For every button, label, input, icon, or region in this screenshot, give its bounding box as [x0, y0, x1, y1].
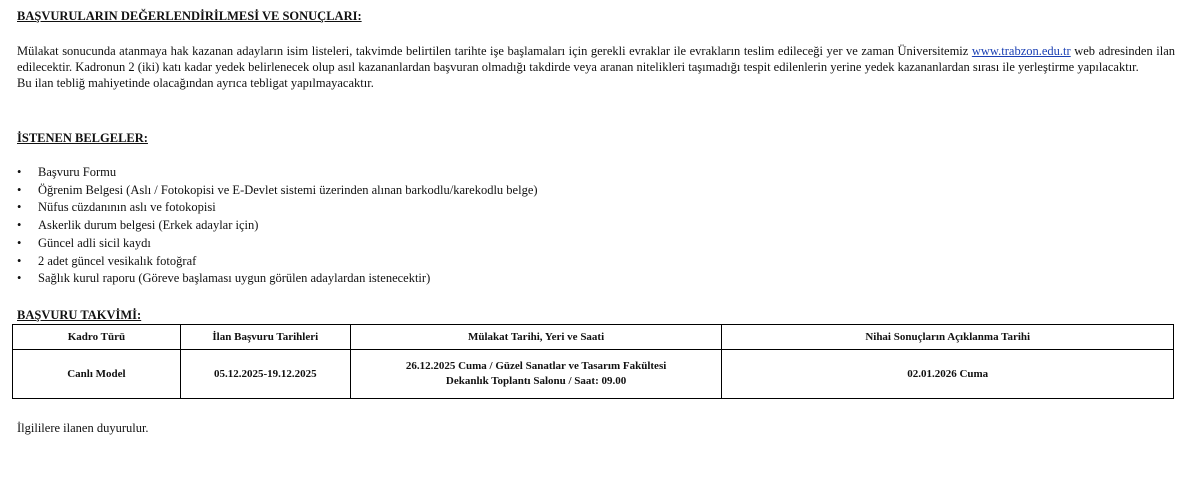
bullet-icon: •	[17, 235, 22, 250]
list-item	[17, 164, 538, 182]
university-website-link[interactable]: www.trabzon.edu.tr	[971, 44, 1071, 58]
list-item	[17, 270, 538, 288]
list-item	[17, 182, 538, 200]
list-item	[17, 253, 538, 271]
application-calendar-table	[12, 324, 1174, 399]
paragraph-text-start: Mülakat sonucunda atanmaya hak kazanan adayların isim listeleri, takvimde belirtilen tarihte işe başlamaları için gerekli evraklar ile evrakların teslim edileceği yer ve zaman Üniversitemiz	[17, 44, 972, 58]
required-documents-heading: İSTENEN BELGELER:	[17, 131, 148, 145]
cell-dates: 05.12.2025-19.12.2025	[180, 350, 350, 399]
bullet-icon: •	[17, 253, 22, 268]
application-calendar-heading: BAŞVURU TAKVİMİ:	[17, 308, 142, 322]
closing-statement: İlgililere ilanen duyurulur.	[17, 421, 149, 435]
list-item	[17, 235, 538, 253]
list-item	[17, 217, 538, 235]
document-label: Nüfus cüzdanının aslı ve fotokopisi	[38, 200, 216, 215]
column-header-interview: Mülakat Tarihi, Yeri ve Saati	[350, 325, 722, 350]
cell-interview	[350, 350, 722, 399]
bullet-icon: •	[17, 165, 22, 179]
bullet-icon: •	[17, 218, 22, 233]
interview-line-2: Dekanlık Toplantı Salonu / Saat: 09.00	[445, 375, 627, 387]
notification-notice: Bu ilan tebliğ mahiyetinde olacağından ayrıca tebligat yapılmayacaktır.	[17, 76, 374, 90]
document-label: Sağlık kurul raporu (Göreve başlaması uygun görülen adaylardan istenecektir)	[38, 271, 431, 286]
interview-line-1: 26.12.2025 Cuma / Güzel Sanatlar ve Tasarım Fakültesi	[405, 360, 667, 372]
required-documents-list	[17, 164, 538, 288]
table-header-row	[13, 325, 1174, 350]
bullet-icon: •	[17, 200, 22, 215]
document-label: Başvuru Formu	[38, 165, 117, 179]
list-item	[17, 199, 538, 217]
document-label: Askerlik durum belgesi (Erkek adaylar için)	[38, 218, 259, 233]
document-label: Güncel adli sicil kaydı	[38, 235, 151, 250]
bullet-icon: •	[17, 271, 22, 286]
document-label: Öğrenim Belgesi (Aslı / Fotokopisi ve E-Devlet sistemi üzerinden alınan barkodlu/karekodlu belge)	[38, 182, 538, 197]
cell-kadro: Canlı Model	[13, 350, 181, 399]
cell-result-date: 02.01.2026 Cuma	[722, 350, 1174, 399]
column-header-results: Nihai Sonuçların Açıklanma Tarihi	[722, 325, 1174, 350]
bullet-icon: •	[17, 182, 22, 197]
document-label: 2 adet güncel vesikalık fotoğraf	[38, 253, 197, 268]
evaluation-results-paragraph	[17, 43, 1175, 91]
paragraph-text-end: web adresinden ilan edilecektir. Kadronun 2 (iki) katı kadar yedek belirlenecek olup asıl kazananlardan başvuran olmadığı takdirde veya aranan nitelikleri taşımadığı tespit edilenlerin yerine yedek kazananlardan sırası ile yerleştirme yapılacaktır.	[17, 44, 1175, 74]
column-header-kadro: Kadro Türü	[13, 325, 181, 350]
column-header-dates: İlan Başvuru Tarihleri	[180, 325, 350, 350]
evaluation-results-heading: BAŞVURULARIN DEĞERLENDİRİLMESİ VE SONUÇLARI:	[17, 9, 362, 23]
table-row	[13, 350, 1174, 399]
